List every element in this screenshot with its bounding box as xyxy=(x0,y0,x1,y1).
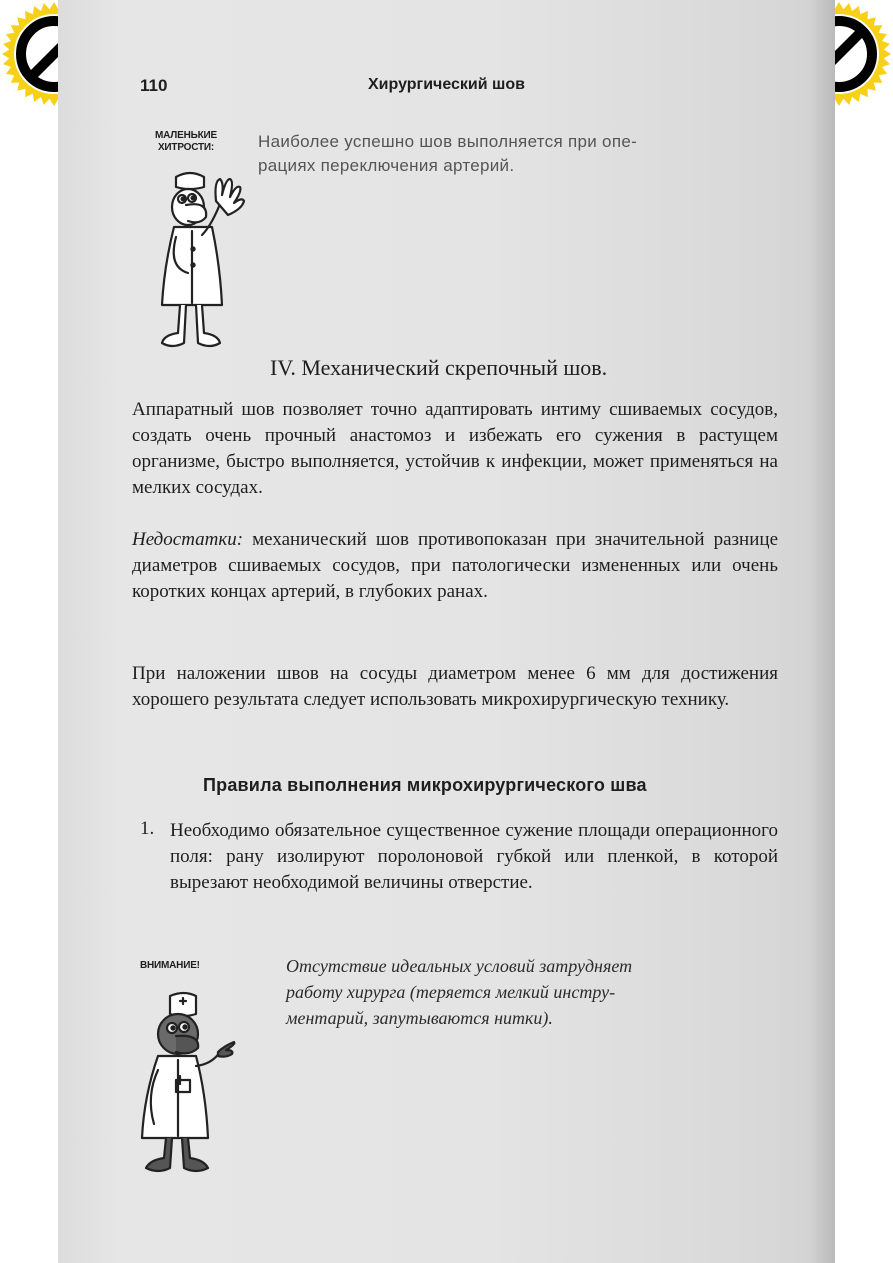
paragraph: Аппаратный шов позволяет точно адаптировать интиму сшиваемых сосудов, создать очень прочный анастомоз и избежать его сужения в растущем организме, быстро выполняется, устойчив к инфекции, может применяться на мелких сосудах. xyxy=(132,399,778,498)
book-page xyxy=(58,0,835,1263)
tip-label-line: МАЛЕНЬКИЕ xyxy=(155,130,217,141)
attention-text-line: ментарий, запутываются нитки). xyxy=(286,1008,553,1028)
rule-text: Необходимо обязательное существенное сужение площади операционного поля: рану изолируют поролоновой губкой или пленкой, в которой вырезают необходимой величины отверстие. xyxy=(170,820,778,893)
section-heading: IV. Механический скрепочный шов. xyxy=(270,355,608,380)
rules-heading: Правила выполнения микрохирургического шва xyxy=(203,775,647,795)
attention-text xyxy=(286,953,736,1031)
attention-text-line: работу хирурга (теряется мелкий инстру- xyxy=(286,982,616,1002)
rule-number: 1. xyxy=(140,818,155,839)
tip-text-line: рациях переключения артерий. xyxy=(258,156,515,175)
paragraph-body: механический шов противопоказан при значительной разнице диаметров сшиваемых сосудов, при патологически измененных или очень коротких концах артерий, в глубоких ранах. xyxy=(132,529,778,602)
paragraph xyxy=(132,527,778,605)
paragraph: При наложении швов на сосуды диаметром менее 6 мм для достижения хорошего результата следует использовать микрохирургическую технику. xyxy=(132,663,778,710)
tip-text xyxy=(258,130,728,178)
doctor-pointing-cartoon-icon xyxy=(130,990,242,1180)
tip-label xyxy=(140,130,232,154)
page-number: 110 xyxy=(140,76,168,95)
tip-text-line: Наиболее успешно шов выполняется при опе- xyxy=(258,132,638,151)
doctor-glove-cartoon-icon xyxy=(146,165,246,355)
attention-label: ВНИМАНИЕ! xyxy=(140,960,200,971)
attention-text-line: Отсутствие идеальных условий затрудняет xyxy=(286,956,633,976)
tip-label-line: ХИТРОСТИ: xyxy=(157,142,215,153)
running-title: Хирургический шов xyxy=(368,76,525,93)
paragraph-lead: Недостатки: xyxy=(132,529,244,550)
